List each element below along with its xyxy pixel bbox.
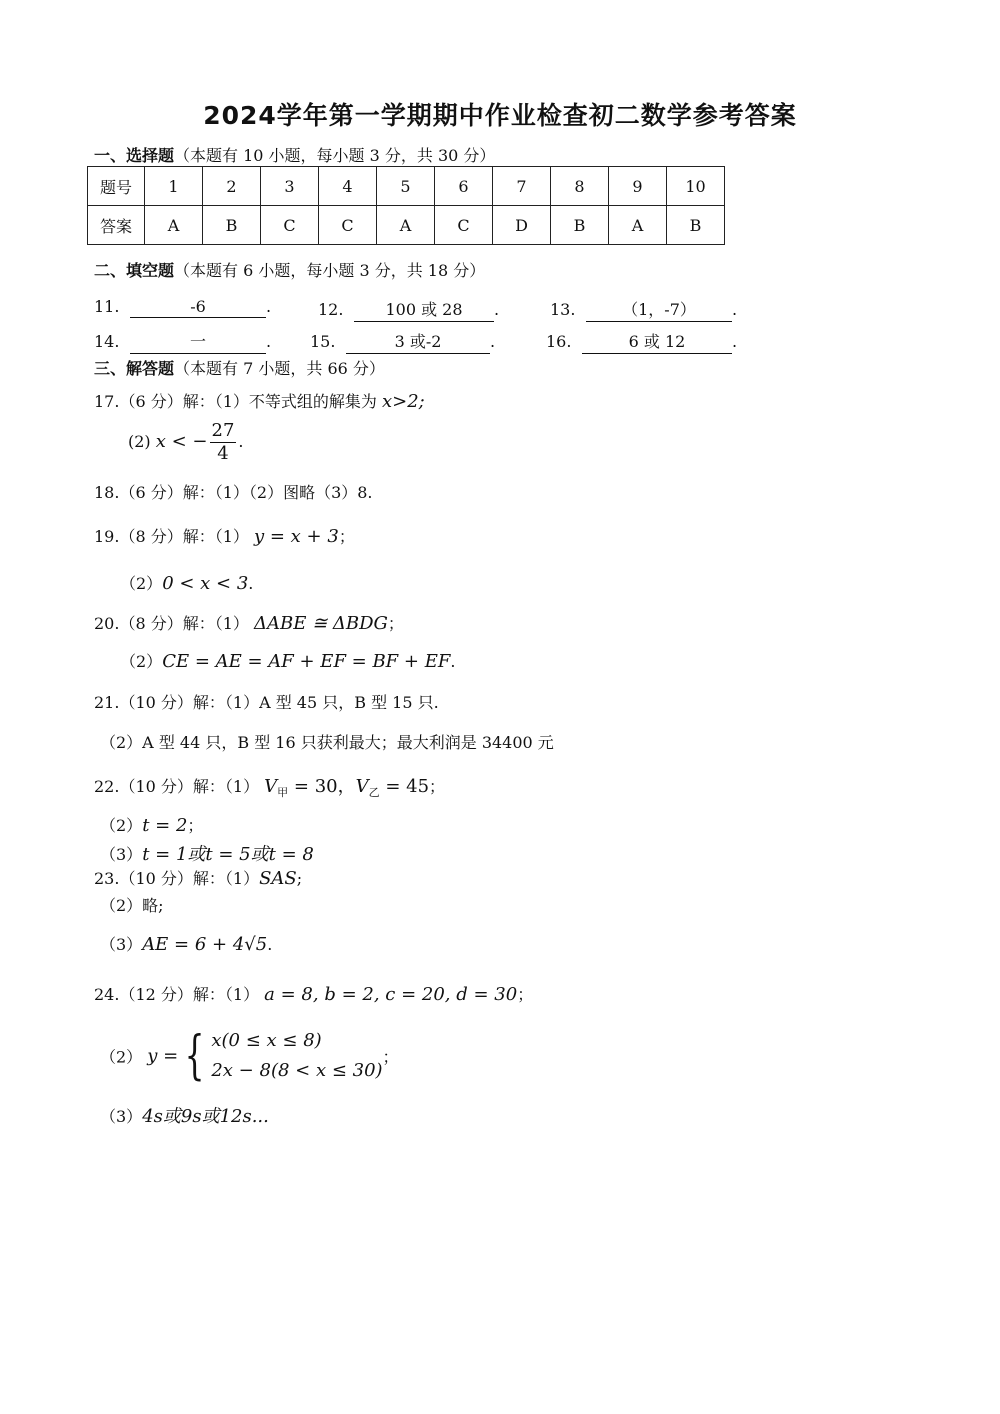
- q22-end-2: ；: [187, 816, 204, 835]
- table-cell: 3: [261, 167, 319, 206]
- section-1-header: [94, 143, 495, 166]
- q24-case-2: 2x − 8(8 < x ≤ 30): [211, 1060, 383, 1081]
- q24-line-1: [94, 982, 533, 1005]
- q22-v1: V: [264, 776, 278, 797]
- q23-line-2: （2）略;: [100, 896, 164, 915]
- q23-line-1: [94, 866, 302, 889]
- fill-answer: -6: [130, 297, 266, 318]
- q24-end-2: ；: [382, 1047, 399, 1067]
- table-row-numbers: [88, 167, 725, 206]
- q20-line-1: [94, 611, 404, 634]
- q17-line-2: [128, 420, 244, 465]
- q22-part2-label: （2）: [100, 816, 143, 835]
- table-cell: B: [203, 206, 261, 245]
- q22-v1-value: = 30，: [288, 776, 356, 797]
- q19-end-1: ；: [338, 527, 355, 546]
- table-row-answers: [88, 206, 725, 245]
- q23-answer-3: AE = 6 + 4√5: [142, 934, 268, 955]
- q23-end-1: ;: [296, 869, 303, 888]
- fill-item-13: 13. （1，-7） .: [550, 297, 737, 322]
- q23-prefix: 23.（10 分）解：（1）: [94, 869, 260, 888]
- table-cell: 10: [667, 167, 725, 206]
- q20-answer-1: ΔABE ≅ ΔBDG: [253, 613, 388, 634]
- section-2-heading: 二、填空题: [94, 261, 175, 280]
- q20-line-2: [120, 649, 455, 672]
- table-cell: C: [435, 206, 493, 245]
- q24-answer-1: a = 8, b = 2, c = 20, d = 30: [264, 984, 518, 1005]
- q24-part3-label: （3）: [100, 1107, 143, 1126]
- table-cell: 7: [493, 167, 551, 206]
- table-cell: 9: [609, 167, 667, 206]
- fill-item-15: 15. 3 或-2 .: [310, 329, 495, 354]
- q22-line-2: [100, 813, 203, 836]
- q22-answer-3: t = 1或t = 5或t = 8: [142, 844, 314, 865]
- q17-prefix: 17.（6 分）解：（1）不等式组的解集为: [94, 392, 382, 411]
- q23-answer-1: SAS: [259, 868, 297, 889]
- table-cell: 1: [145, 167, 203, 206]
- q22-line-1: [94, 772, 445, 800]
- q22-answer-2: t = 2: [142, 815, 188, 836]
- fill-answer: 6 或 12: [582, 329, 732, 354]
- table-cell: 4: [319, 167, 377, 206]
- q24-cases: [211, 1026, 382, 1086]
- section-3-heading: 三、解答题: [94, 359, 175, 378]
- fill-answer: （1，-7）: [586, 297, 732, 322]
- row-label-answer: 答案: [88, 206, 145, 245]
- q23-line-3: [100, 932, 272, 955]
- q23-part3-label: （3）: [100, 935, 143, 954]
- q20-prefix: 20.（8 分）解：（1）: [94, 614, 254, 633]
- q24-line-3: [100, 1102, 269, 1128]
- q20-answer-2: CE = AE = AF + EF = BF + EF: [162, 651, 451, 672]
- table-cell: A: [145, 206, 203, 245]
- fill-number: 11.: [94, 297, 120, 316]
- fill-answer: 一: [130, 329, 266, 354]
- q19-part2-label: （2）: [120, 574, 163, 593]
- q19-line-2: [120, 571, 253, 594]
- q17-line-1: [94, 389, 425, 412]
- fill-item-16: 16. 6 或 12 .: [546, 329, 737, 354]
- q24-prefix: 24.（12 分）解：（1）: [94, 985, 265, 1004]
- q20-part2-label: （2）: [120, 652, 163, 671]
- table-cell: A: [377, 206, 435, 245]
- q24-part2-label: （2）: [100, 1047, 148, 1067]
- table-cell: B: [551, 206, 609, 245]
- fill-item-12: 12. 100 或 28 .: [318, 297, 499, 322]
- q19-prefix: 19.（8 分）解：（1）: [94, 527, 254, 546]
- q19-end-2: .: [248, 574, 254, 593]
- section-1-note: （本题有 10 小题，每小题 3 分，共 30 分）: [174, 146, 496, 165]
- q24-y-equals: y =: [147, 1045, 179, 1067]
- q18-line: 18.（6 分）解：（1）（2）图略（3）8.: [94, 483, 373, 502]
- table-cell: 2: [203, 167, 261, 206]
- q22-v2: V: [355, 776, 369, 797]
- q17-answer-1: x>2;: [381, 391, 425, 412]
- table-cell: C: [261, 206, 319, 245]
- q22-v2-subscript: 乙: [368, 786, 380, 800]
- q22-line-3: [100, 840, 314, 866]
- page-title: 2024学年第一学期期中作业检查初二数学参考答案: [203, 101, 797, 130]
- left-brace-icon: {: [184, 1026, 205, 1086]
- section-3-note: （本题有 7 小题，共 66 分）: [174, 359, 385, 378]
- table-cell: 5: [377, 167, 435, 206]
- fraction-numerator: 27: [211, 420, 235, 441]
- q17-fraction: [210, 420, 237, 465]
- multiple-choice-table: [87, 166, 725, 245]
- q24-line-2: [100, 1026, 399, 1086]
- q20-end-1: ；: [387, 614, 404, 633]
- q22-prefix: 22.（10 分）解：（1）: [94, 777, 265, 796]
- q19-answer-1: y = x + 3: [253, 526, 339, 547]
- fill-number: 15.: [310, 332, 336, 351]
- q21-line-1: 21.（10 分）解：（1）A 型 45 只，B 型 15 只.: [94, 693, 439, 712]
- fill-item-11: 11. -6 .: [94, 297, 272, 316]
- q22-v1-subscript: 甲: [277, 786, 289, 800]
- q22-part3-label: （3）: [100, 845, 143, 864]
- table-cell: C: [319, 206, 377, 245]
- fill-number: 13.: [550, 300, 576, 319]
- q22-v2-value: = 45: [379, 776, 430, 797]
- section-3-header: [94, 356, 385, 379]
- section-2-note: （本题有 6 小题，每小题 3 分，共 18 分）: [174, 261, 486, 280]
- fill-answer: 100 或 28: [354, 297, 494, 322]
- q17-answer-2-lhs: x < −: [155, 431, 208, 452]
- fraction-denominator: 4: [217, 443, 229, 464]
- fill-number: 16.: [546, 332, 572, 351]
- q23-end-3: .: [267, 935, 273, 954]
- fill-number: 12.: [318, 300, 344, 319]
- table-cell: D: [493, 206, 551, 245]
- q17-end: .: [238, 432, 244, 451]
- q21-line-2: （2）A 型 44 只，B 型 16 只获利最大；最大利润是 34400 元: [100, 733, 554, 752]
- q19-line-1: [94, 524, 355, 547]
- q24-answer-3: 4s或9s或12s...: [142, 1106, 269, 1127]
- table-cell: A: [609, 206, 667, 245]
- row-label-number: 题号: [88, 167, 145, 206]
- fill-item-14: 14. 一 .: [94, 329, 271, 354]
- section-1-heading: 一、选择题: [94, 146, 175, 165]
- section-2-header: [94, 258, 485, 281]
- q24-case-1: x(0 ≤ x ≤ 8): [211, 1030, 322, 1051]
- q20-end-2: .: [450, 652, 456, 671]
- q19-answer-2: 0 < x < 3: [162, 573, 249, 594]
- fill-number: 14.: [94, 332, 120, 351]
- fill-answer: 3 或-2: [346, 329, 490, 354]
- table-cell: 8: [551, 167, 609, 206]
- table-cell: B: [667, 206, 725, 245]
- q17-part2-label: (2): [128, 432, 156, 451]
- q24-end-1: ；: [517, 985, 534, 1004]
- q22-end-1: ；: [429, 777, 446, 796]
- table-cell: 6: [435, 167, 493, 206]
